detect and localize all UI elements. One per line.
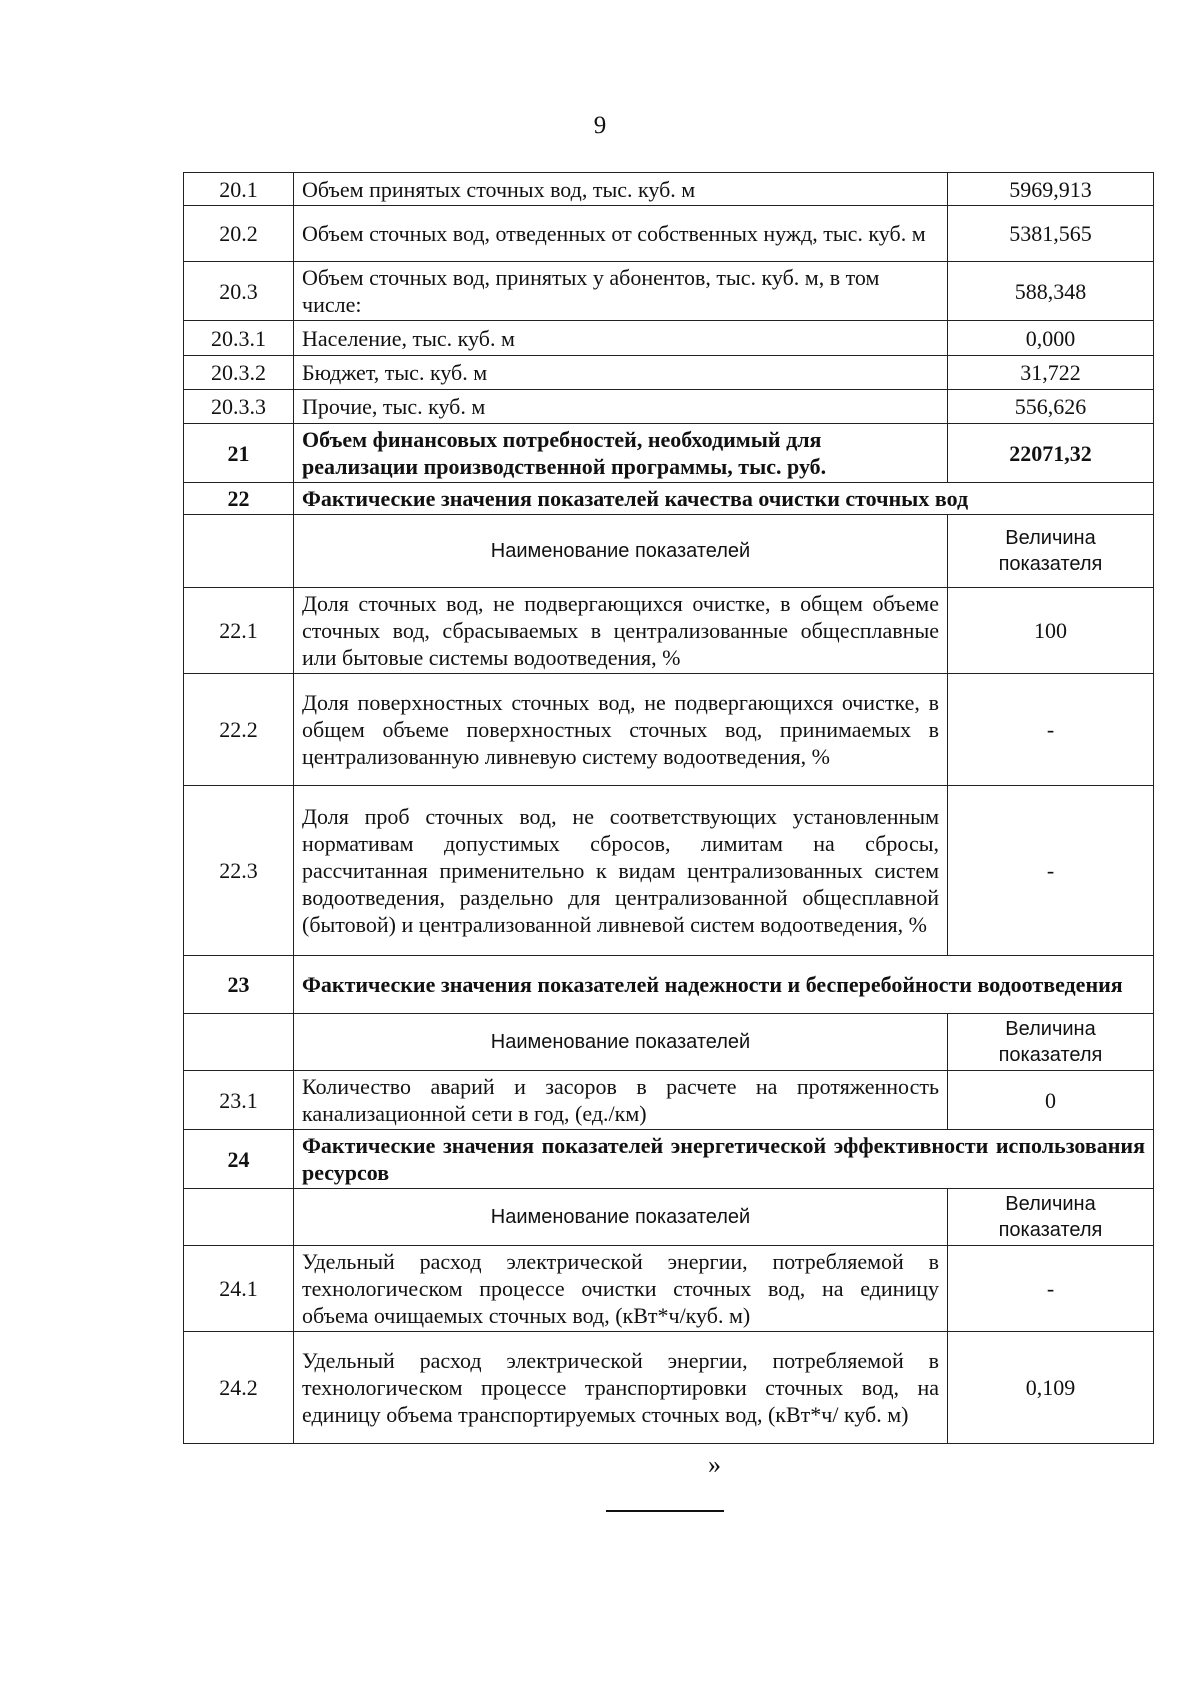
row-number: 24.1	[184, 1246, 294, 1332]
table-row	[184, 588, 1154, 674]
row-number: 20.3.2	[184, 356, 294, 390]
section-number: 22	[184, 483, 294, 515]
row-number: 20.1	[184, 173, 294, 206]
table-row	[184, 786, 1154, 956]
section-title: Фактические значения показателей надежности и бесперебойности водоотведения	[294, 956, 1154, 1014]
header-name: Наименование показателей	[294, 1189, 948, 1246]
table-row	[184, 1332, 1154, 1444]
row-value: 556,626	[948, 390, 1154, 424]
row-value: 100	[948, 588, 1154, 674]
header-value: Величина показателя	[948, 1014, 1154, 1071]
end-rule	[606, 1510, 724, 1512]
row-number: 20.2	[184, 206, 294, 262]
row-value: 588,348	[948, 262, 1154, 321]
row-name: Количество аварий и засоров в расчете на протяженность канализационной сети в год, (ед./км)	[294, 1071, 948, 1130]
table-row	[184, 424, 1154, 483]
row-name: Доля поверхностных сточных вод, не подвергающихся очистке, в общем объеме поверхностных сточных вод, принимаемых в централизованную ливневую систему водоотведения, %	[294, 674, 948, 786]
table-row	[184, 173, 1154, 206]
row-number: 22.1	[184, 588, 294, 674]
row-number: 20.3.1	[184, 321, 294, 356]
indicators-table	[183, 172, 1154, 1444]
table-row	[184, 674, 1154, 786]
header-empty-cell	[184, 1014, 294, 1071]
row-name: Население, тыс. куб. м	[294, 321, 948, 356]
row-number: 20.3.3	[184, 390, 294, 424]
row-value: 0,000	[948, 321, 1154, 356]
row-value: 5381,565	[948, 206, 1154, 262]
row-value: -	[948, 1246, 1154, 1332]
row-value: 0	[948, 1071, 1154, 1130]
header-row	[184, 515, 1154, 588]
row-name: Объем финансовых потребностей, необходимый для реализации производственной программы, тыс. руб.	[294, 424, 948, 483]
table-row	[184, 390, 1154, 424]
header-row	[184, 1189, 1154, 1246]
row-number: 20.3	[184, 262, 294, 321]
section-title: Фактические значения показателей энергетической эффективности использования ресурсов	[294, 1130, 1154, 1189]
row-name: Прочие, тыс. куб. м	[294, 390, 948, 424]
header-row	[184, 1014, 1154, 1071]
row-number: 23.1	[184, 1071, 294, 1130]
table-row	[184, 321, 1154, 356]
row-value: 31,722	[948, 356, 1154, 390]
table-row	[184, 1071, 1154, 1130]
section-number: 24	[184, 1130, 294, 1189]
section-row	[184, 483, 1154, 515]
row-number: 22.2	[184, 674, 294, 786]
table-row	[184, 262, 1154, 321]
row-value: 5969,913	[948, 173, 1154, 206]
table-row	[184, 206, 1154, 262]
header-name: Наименование показателей	[294, 515, 948, 588]
row-name: Бюджет, тыс. куб. м	[294, 356, 948, 390]
header-value: Величина показателя	[948, 1189, 1154, 1246]
row-number: 21	[184, 424, 294, 483]
row-name: Доля проб сточных вод, не соответствующих установленным нормативам допустимых сбросов, лимитам на сбросы, рассчитанная применительно к видам централизованных систем водоотведения, раздельно для централизованной общесплавной (бытовой) и централизованной ливневой систем водоотведения, %	[294, 786, 948, 956]
row-number: 24.2	[184, 1332, 294, 1444]
row-name: Объем принятых сточных вод, тыс. куб. м	[294, 173, 948, 206]
row-name: Объем сточных вод, принятых у абонентов, тыс. куб. м, в том числе:	[294, 262, 948, 321]
table-row	[184, 356, 1154, 390]
section-title: Фактические значения показателей качества очистки сточных вод	[294, 483, 1154, 515]
row-value: 0,109	[948, 1332, 1154, 1444]
header-name: Наименование показателей	[294, 1014, 948, 1071]
row-number: 22.3	[184, 786, 294, 956]
section-row	[184, 956, 1154, 1014]
header-empty-cell	[184, 515, 294, 588]
table-row	[184, 1246, 1154, 1332]
row-name: Доля сточных вод, не подвергающихся очистке, в общем объеме сточных вод, сбрасываемых в централизованные общесплавные или бытовые системы водоотведения, %	[294, 588, 948, 674]
page-number: 9	[593, 112, 607, 139]
closing-quote: »	[708, 1450, 721, 1479]
row-value: -	[948, 674, 1154, 786]
section-row	[184, 1130, 1154, 1189]
header-empty-cell	[184, 1189, 294, 1246]
section-number: 23	[184, 956, 294, 1014]
row-name: Удельный расход электрической энергии, потребляемой в технологическом процессе очистки сточных вод, на единицу объема очищаемых сточных вод, (кВт*ч/куб. м)	[294, 1246, 948, 1332]
row-value: -	[948, 786, 1154, 956]
row-value: 22071,32	[948, 424, 1154, 483]
header-value: Величина показателя	[948, 515, 1154, 588]
row-name: Удельный расход электрической энергии, потребляемой в технологическом процессе транспортировки сточных вод, на единицу объема транспортируемых сточных вод, (кВт*ч/ куб. м)	[294, 1332, 948, 1444]
row-name: Объем сточных вод, отведенных от собственных нужд, тыс. куб. м	[294, 206, 948, 262]
